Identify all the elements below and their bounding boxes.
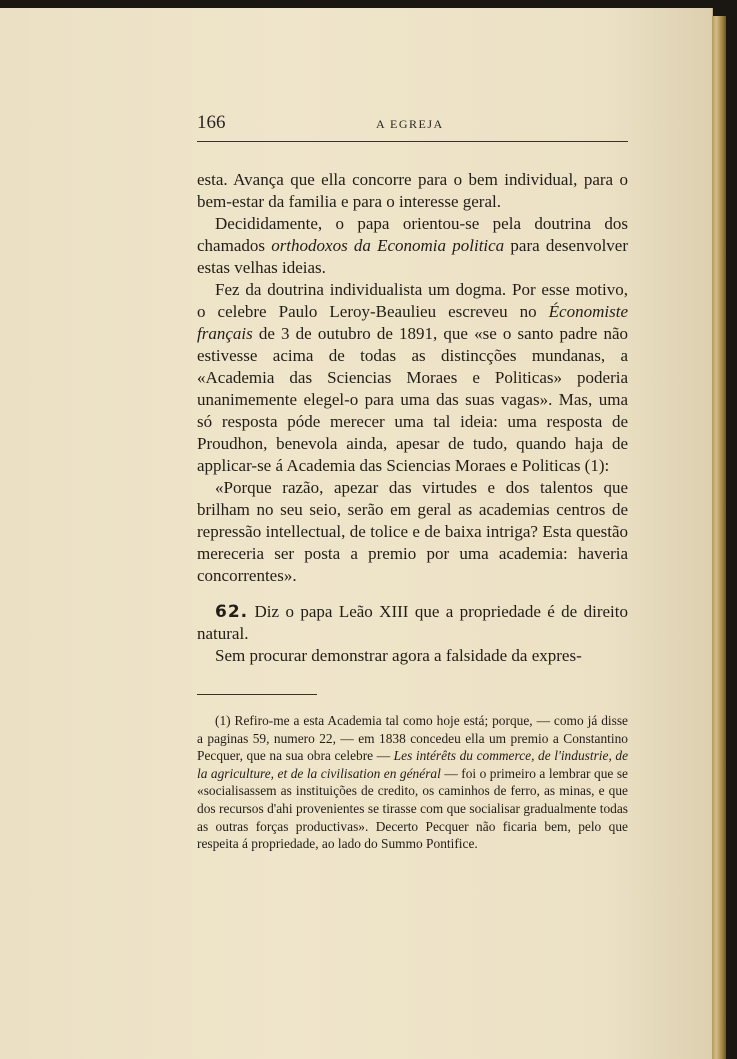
- paragraph-3-text-a: Fez da doutrina individualista um dogma. Por esse motivo, o celebre Paulo Leroy-Beaulieu escreveu no: [197, 280, 628, 321]
- section-text: Diz o papa Leão XIII que a propriedade é de direito natural.: [197, 602, 628, 643]
- paragraph-1: esta. Avança que ella concorre para o bem individual, para o bem-estar da familia e para o interesse geral.: [197, 170, 628, 211]
- footnote-text-b: — foi o primeiro a lembrar que se «socialisassem as instituições de credito, os caminhos de ferro, as minas, e que dos recursos d'ahi provenientes se tirasse com que socialisar gradualmente todas as outras forças productivas». Decerto Pecquer não ficaria bem, pelo que respeita á propriedade, ao lado do Summo Pontifice.: [197, 765, 629, 852]
- header-rule: [197, 141, 628, 142]
- paragraph-2-italic: orthodoxos da Economia politica: [271, 236, 505, 255]
- footnote-paragraph: [197, 712, 628, 853]
- paragraph-2: [197, 213, 628, 279]
- page-header: [197, 112, 628, 136]
- page-number: 166: [197, 112, 226, 133]
- paragraph-3: [197, 279, 628, 477]
- page-edge: [712, 16, 726, 1059]
- paragraph-2-text-b: para desenvolver estas velhas ideias.: [197, 236, 628, 277]
- section-paragraph: [197, 601, 628, 645]
- paragraph-3-italic: Économiste français: [197, 302, 628, 343]
- section-number: 62: [215, 602, 241, 622]
- section-number-separator: .: [240, 602, 249, 622]
- footnote: [197, 712, 628, 853]
- paragraph-2-text-a: Decididamente, o papa orientou-se pela doutrina dos chamados: [197, 214, 628, 255]
- body-text: [197, 169, 628, 667]
- footnote-text-a: (1) Refiro-me a esta Academia tal como hoje está; porque, — como já disse a paginas 59, numero 22, — em 1838 concedeu ella um premio a Constantino Pecquer, que na sua obra celebre —: [197, 713, 628, 764]
- paragraph-5: Sem procurar demonstrar agora a falsidade da expres-: [215, 646, 582, 665]
- running-head: A EGREJA: [376, 117, 444, 131]
- paragraph-3-text-b: de 3 de outubro de 1891, que «se o santo padre não estivesse acima de todas as distincções mundanas, a «Academia das Sciencias Moraes e Politicas» poderia unanimemente elegel-o para uma das suas vagas». Mas, uma só resposta póde merecer uma tal ideia: uma resposta de Proudhon, benevola ainda, apesar de tudo, quando haja de applicar-se á Academia das Sciencias Moraes e Politicas (1):: [197, 324, 628, 475]
- footnote-rule: [197, 694, 317, 695]
- quotation: «Porque razão, apezar das virtudes e dos talentos que brilham no seu seio, serão em geral as academias centros de repressão intellectual, de tolice e de baixa intriga? Esta questão mereceria ser posta a premio por uma academia: haveria concorrentes».: [197, 478, 628, 585]
- footnote-italic: Les intérêts du commerce, de l'industrie, de la agriculture, et de la civilisation en général: [197, 748, 629, 781]
